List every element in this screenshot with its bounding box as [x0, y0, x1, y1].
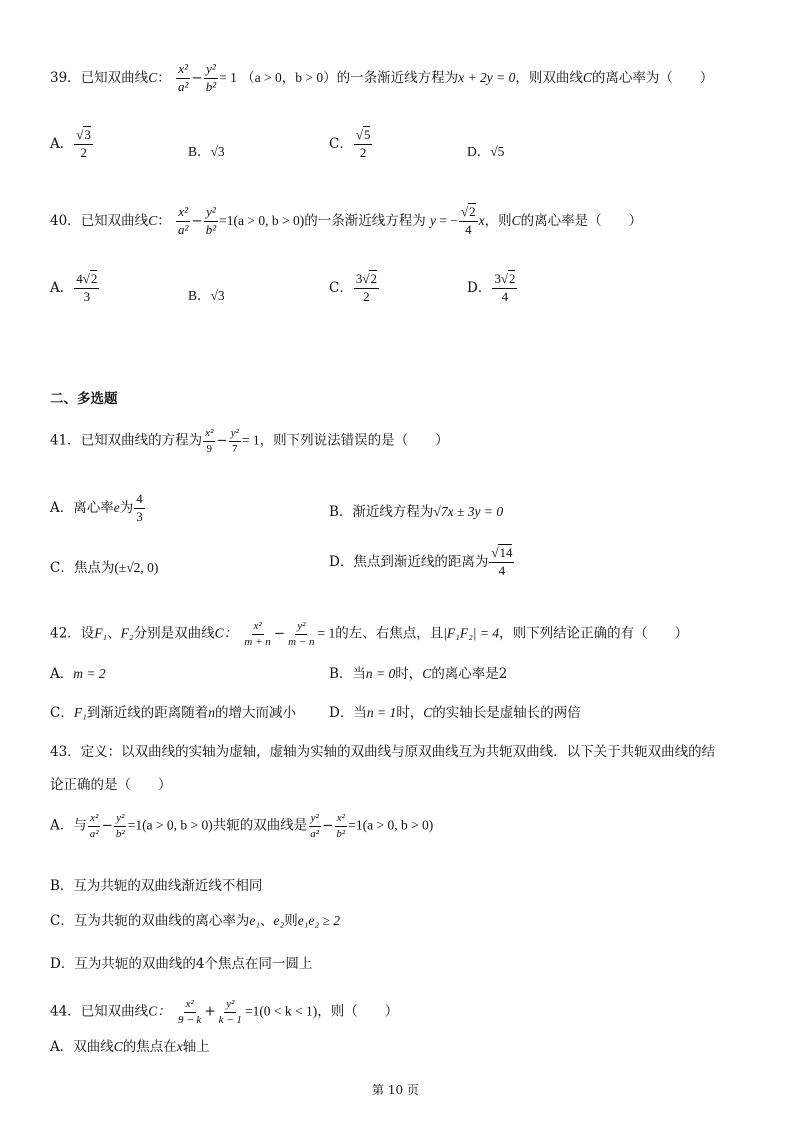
q41-option-d[interactable]: D．焦点到渐近线的距离为 $\frac{√14}{4}$ — [329, 545, 513, 578]
q41-option-c[interactable]: C．焦点为(±√2, 0) — [50, 560, 159, 576]
q39-fraction-x: $\frac{\text{x²}}{\text{a²}}$ — [178, 61, 189, 94]
q44-option-a[interactable]: A．双曲线C的焦点在x轴上 — [50, 1039, 210, 1055]
q42-option-a[interactable]: A．m = 2 — [50, 666, 106, 682]
q39-option-b[interactable]: B．√3 — [188, 144, 225, 159]
q44-number: 44． — [50, 1003, 81, 1020]
question-39: 39．已知双曲线C： $\frac{\text{x²}}{\text{a²}}$ − $\frac{\text{y²}}{\text{b²}}$ = 1 （a > 0，b > 0）的一条渐近线方程为x + 2y = 0，则双曲线C的离心率为（ ） — [50, 61, 714, 94]
question-40: 40．已知双曲线C： $\frac{\text{x²}}{\text{a²}}$ − $\frac{\text{y²}}{\text{b²}}$ =1(a > 0, b > 0)的一条渐近线方程为 y = − $\frac{√2}{4}$ x，则C的离心率是（ ） — [50, 204, 643, 237]
section-heading-multi-choice: 二、多选题 — [50, 391, 118, 407]
q39-option-a[interactable]: A． $\frac{√3}{2}$ — [50, 127, 91, 160]
q40-option-d[interactable]: D． $\frac{3√2}{4}$ — [467, 271, 516, 304]
q41-option-b[interactable]: B．渐近线方程为√7x ± 3y = 0 — [329, 504, 504, 520]
q40-number: 40． — [50, 212, 81, 229]
q40-option-a[interactable]: A． $\frac{4√2}{3}$ — [50, 271, 98, 304]
q43-option-d[interactable]: D．互为共轭的双曲线的4个焦点在同一圆上 — [50, 956, 313, 972]
page-number: 第 10 页 — [372, 1083, 419, 1097]
question-41: 41．已知双曲线的方程为 $\frac{\text{x²}}{9}$ − $\frac{\text{y²}}{7}$ = 1，则下列说法错误的是（ ） — [50, 427, 449, 455]
q39-option-c[interactable]: C． $\frac{√5}{2}$ — [329, 127, 371, 160]
question-44: 44．已知双曲线C： $\frac{\text{x²}}{9 - k}$ + $\frac{\text{y²}}{k - 1}$ =1(0 < k < 1)，则（ ） — [50, 998, 399, 1026]
q42-option-d[interactable]: D．当n = 1时，C的实轴长是虚轴长的两倍 — [329, 705, 581, 721]
q43-option-a[interactable]: A．与 $\frac{\text{x²}}{\text{a²}}$ − $\frac{\text{y²}}{\text{b²}}$ =1(a > 0, b > 0)共轭的双曲线是 $\frac{\text{y²}}{\text{a²}}$ − $\frac{\text{x²}}{\text{b²}}$ =1(a > 0, b > 0) — [50, 812, 434, 840]
q39-number: 39． — [50, 69, 81, 86]
q40-option-b[interactable]: B．√3 — [188, 288, 225, 303]
question-42: 42．设F₁、F₂分别是双曲线C： $\frac{\text{x²}}{m + n}$ − $\frac{\text{y²}}{m - n}$ = 1的左、右焦点，且|F₁F₂| = 4，则下列结论正确的有（ ） — [50, 620, 689, 648]
q43-option-b[interactable]: B．互为共轭的双曲线渐近线不相同 — [50, 878, 263, 894]
question-43-line-2: 论正确的是（ ） — [50, 777, 172, 793]
q40-option-c[interactable]: C． $\frac{3√2}{2}$ — [329, 271, 377, 304]
question-43-line-1: 43．定义：以双曲线的实轴为虚轴，虚轴为实轴的双曲线与原双曲线互为共轭双曲线．以下关于共轭双曲线的结 — [50, 744, 716, 760]
q42-option-b[interactable]: B．当n = 0时，C的离心率是2 — [329, 666, 508, 682]
q43-option-c[interactable]: C．互为共轭的双曲线的离心率为e₁、e₂则e₁e₂ ≥ 2 — [50, 913, 340, 929]
q42-number: 42． — [50, 625, 81, 642]
q41-option-a[interactable]: A．离心率e为 $\frac{4}{3}$ — [50, 491, 143, 524]
q39-option-d[interactable]: D．√5 — [467, 144, 505, 159]
q42-option-c[interactable]: C．F₁到渐近线的距离随着n的增大而减小 — [50, 705, 297, 721]
q39-fraction-y: $\frac{\text{y²}}{\text{b²}}$ — [205, 61, 217, 94]
q41-number: 41． — [50, 432, 81, 449]
